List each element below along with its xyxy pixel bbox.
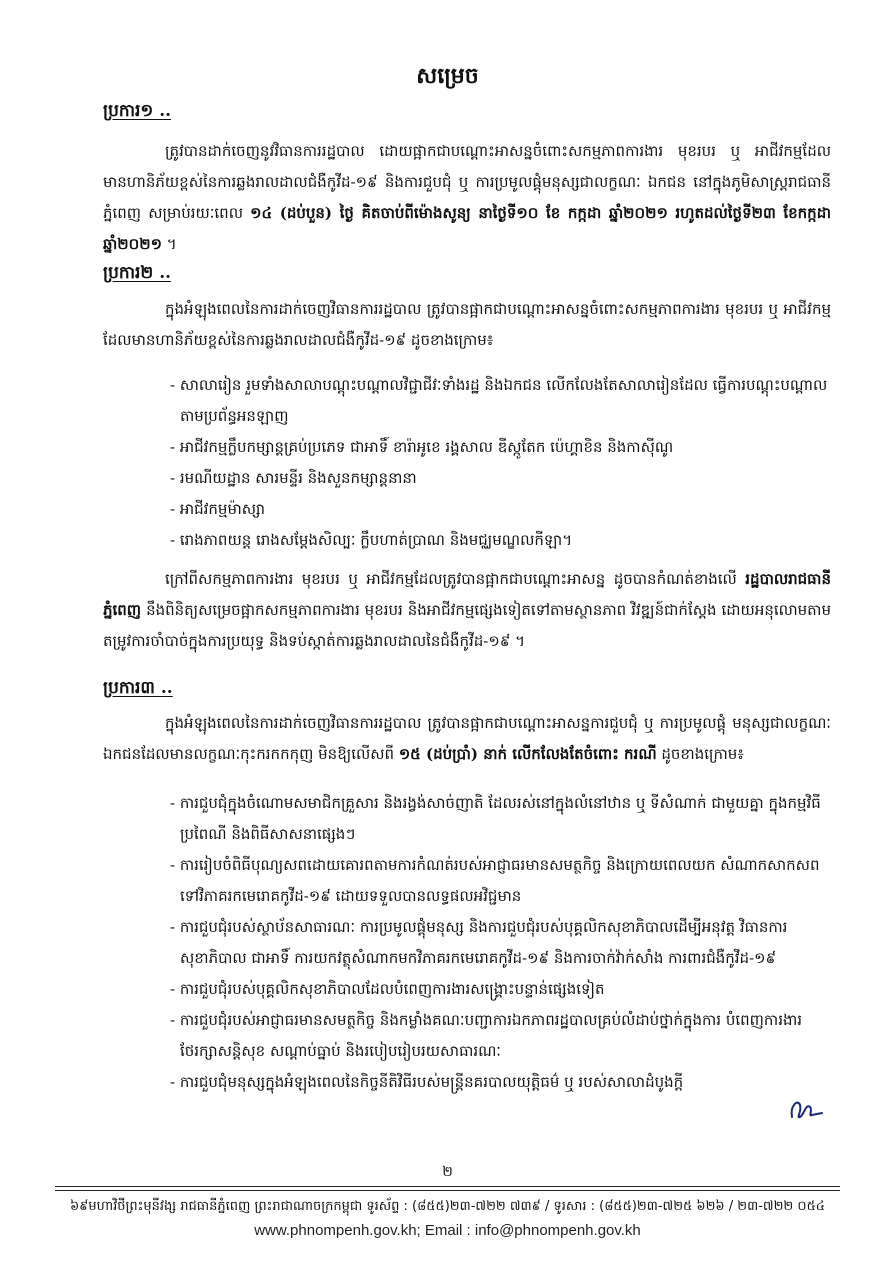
page-number: ២ bbox=[442, 1164, 453, 1180]
article-1-body bbox=[103, 136, 831, 260]
document-title: សម្រេច bbox=[416, 63, 479, 89]
list-item: - ការរៀបចំពិធីបុណ្យសពដោយគោរពតាមការកំណត់របស់អាជ្ញាធរមានសមត្ថកិច្ច និងក្រោយពេលយក សំណាកសាកសពទៅវិភាគរកមេរោគកូវីដ-១៩ ដោយទទួលបានលទ្ធផលអវិជ្ជមាន bbox=[170, 856, 820, 905]
signature-initials-icon bbox=[786, 1095, 826, 1125]
list-item: - ការជួបជុំក្នុងចំណោមសមាជិកគ្រួសារ និងរង្វង់សាច់ញាតិ ដែលរស់នៅក្នុងលំនៅឋាន ឬ ទីសំណាក់ ជាមួយគ្នា ក្នុងកម្មវិធីប្រពៃណី និងពិធីសាសនាផ្សេងៗ bbox=[170, 794, 821, 843]
article-2-authority: រដ្ឋបាលរាជធានីភ្នំពេញ bbox=[103, 570, 831, 619]
list-item: - ការជួបជុំរបស់បុគ្គលិកសុខាភិបាលដែលបំពេញការងារសង្គ្រោះបន្ទាន់ផ្សេងទៀត bbox=[170, 980, 605, 998]
list-item: - រមណីយដ្ឋាន សារមន្ទីរ និងសួនកម្សាន្តនានា bbox=[170, 469, 417, 487]
article-3-intro-text: ក្នុងអំឡុងពេលនៃការដាក់ចេញវិធានការរដ្ឋបាល ត្រូវបានផ្អាកជាបណ្ដោះអាសន្នការជួបជុំ ឬ ការប្រមូលផ្ដុំ មនុស្សជាលក្ខណៈឯកជនដែលមានលក្ខណៈកុះករកកកុញ មិនឱ្យលើសពី bbox=[103, 714, 831, 763]
article-3-limit: ១៥ (ដប់ប្រាំ) នាក់ លើកលែងតែចំពោះ ករណី bbox=[398, 745, 657, 763]
footer-address: ៦៩មហាវិថីព្រះមុនីវង្ស រាជធានីភ្នំពេញ ព្រះរាជាណាចក្រកម្ពុជា ទូរស័ព្ទ : (៨៥៥)២៣-៧២២ ៧៣៩ / ទូរសារ : (៨៥៥)២៣-៧២៥ ៦២៦ / ២៣-៧២២ ០៥៤ bbox=[69, 1199, 826, 1214]
article-3-intro-end: ដូចខាងក្រោម៖ bbox=[656, 745, 744, 763]
article-2-closing bbox=[103, 564, 831, 657]
footer-divider-thin bbox=[55, 1190, 840, 1191]
article-1-end: ។ bbox=[161, 235, 177, 253]
article-1-period: ១៤ (ដប់បួន) ថ្ងៃ គិតចាប់ពីម៉ោងសូន្យ នាថ្ងៃទី១០ ខែ កក្កដា ឆ្នាំ២០២១ រហូតដល់ថ្ងៃទី២៣ ខែកក្កដា ឆ្នាំ២០២១ bbox=[103, 204, 831, 253]
article-2-intro: ក្នុងអំឡុងពេលនៃការដាក់ចេញវិធានការរដ្ឋបាល ត្រូវបានផ្អាកជាបណ្ដោះអាសន្នចំពោះសកម្មភាពការងារ មុខរបរ ឬ អាជីវកម្មដែលមានហានិភ័យខ្ពស់នៃការឆ្លងរាលដាលជំងឺកូវីដ-១៩ ដូចខាងក្រោម៖ bbox=[103, 300, 831, 349]
list-item: - រោងភាពយន្ត រោងសម្ដែងសិល្បៈ ក្លឹបហាត់ប្រាណ និងមជ្ឈមណ្ឌលកីឡា។ bbox=[170, 531, 573, 549]
list-item: - សាលារៀន រួមទាំងសាលាបណ្ដុះបណ្ដាលវិជ្ជាជីវៈទាំងរដ្ឋ និងឯកជន លើកលែងតែសាលារៀនដែល ធ្វើការបណ្ដុះបណ្ដាលតាមប្រព័ន្ធអនឡាញ bbox=[170, 376, 828, 425]
list-item: - អាជីវកម្មក្លឹបកម្សាន្តគ្រប់ប្រភេទ ជាអាទិ៍ ខារ៉ាអូខេ រង្គសាល ឌីស្កូតែក ប៉េហ្គាខិន និងកាស៊ីណូ bbox=[170, 438, 674, 456]
article-2-heading: ប្រការ២ .. bbox=[103, 263, 172, 283]
article-2-list bbox=[170, 370, 835, 556]
list-item: - ការជួបជុំមនុស្សក្នុងអំឡុងពេលនៃកិច្ចនីតិវិធីរបស់មន្ត្រីនគរបាលយុត្តិធម៌ ឬ របស់សាលាដំបូងក្ដី bbox=[170, 1073, 684, 1091]
list-item: - ការជួបជុំរបស់ស្ថាប័នសាធារណៈ ការប្រមូលផ្ដុំមនុស្ស និងការជួបជុំរបស់បុគ្គលិកសុខាភិបាលដើម្បីអនុវត្ត វិធានការសុខាភិបាល ជាអាទិ៍ ការយកវត្ថុសំណាកមកវិភាគរកមេរោគកូវីដ-១៩ និងការចាក់វ៉ាក់សាំង ការពារជំងឺកូវីដ-១៩ bbox=[170, 918, 788, 967]
article-3-heading: ប្រការ៣ .. bbox=[103, 678, 173, 698]
article-3-intro bbox=[103, 708, 831, 770]
article-1-body-text: ត្រូវបានដាក់ចេញនូវវិធានការរដ្ឋបាល ដោយផ្អាកជាបណ្ដោះអាសន្នចំពោះសកម្មភាពការងារ មុខរបរ ឬ អាជីវកម្មដែលមានហានិភ័យខ្ពស់នៃការឆ្លងរាលដាលជំងឺកូវីដ-១៩ និងការជួបជុំ ឬ ការប្រមូលផ្ដុំមនុស្សជាលក្ខណៈ ឯកជន នៅក្នុងភូមិសាស្ត្ររាជធានីភ្នំពេញ សម្រាប់រយៈពេល bbox=[103, 142, 831, 222]
article-1-heading: ប្រការ១ .. bbox=[103, 101, 172, 121]
article-3-list bbox=[170, 788, 835, 1098]
footer-divider bbox=[55, 1186, 840, 1187]
list-item: - ការជួបជុំរបស់អាជ្ញាធរមានសមត្ថកិច្ច និងកម្លាំងគណៈបញ្ជាការឯកភាពរដ្ឋបាលគ្រប់លំដាប់ថ្នាក់ក្នុងការ បំពេញការងារថែរក្សាសន្ដិសុខ សណ្ដាប់ធ្នាប់ និងរបៀបរៀបរយសាធារណៈ bbox=[170, 1011, 803, 1060]
article-2-closing-text: ក្រៅពីសកម្មភាពការងារ មុខរបរ ឬ អាជីវកម្មដែលត្រូវបានផ្អាកជាបណ្ដោះអាសន្ន ដូចបានកំណត់ខាងលើ bbox=[165, 570, 746, 588]
article-2-closing-rest: នឹងពិនិត្យសម្រេចផ្អាកសកម្មភាពការងារ មុខរបរ និងអាជីវកម្មផ្សេងទៀតទៅតាមស្ថានភាព វិវឌ្ឍន៍ជាក់ស្ដែង ដោយអនុលោមតាមតម្រូវការចាំបាច់ក្នុងការប្រយុទ្ធ និងទប់ស្កាត់ការឆ្លងរាលដាលនៃជំងឺកូវីដ-១៩ ។ bbox=[103, 601, 831, 650]
footer-contact: www.phnompenh.gov.kh; Email : info@phnompenh.gov.kh bbox=[254, 1222, 641, 1239]
list-item: - អាជីវកម្មម៉ាស្សា bbox=[170, 500, 266, 518]
